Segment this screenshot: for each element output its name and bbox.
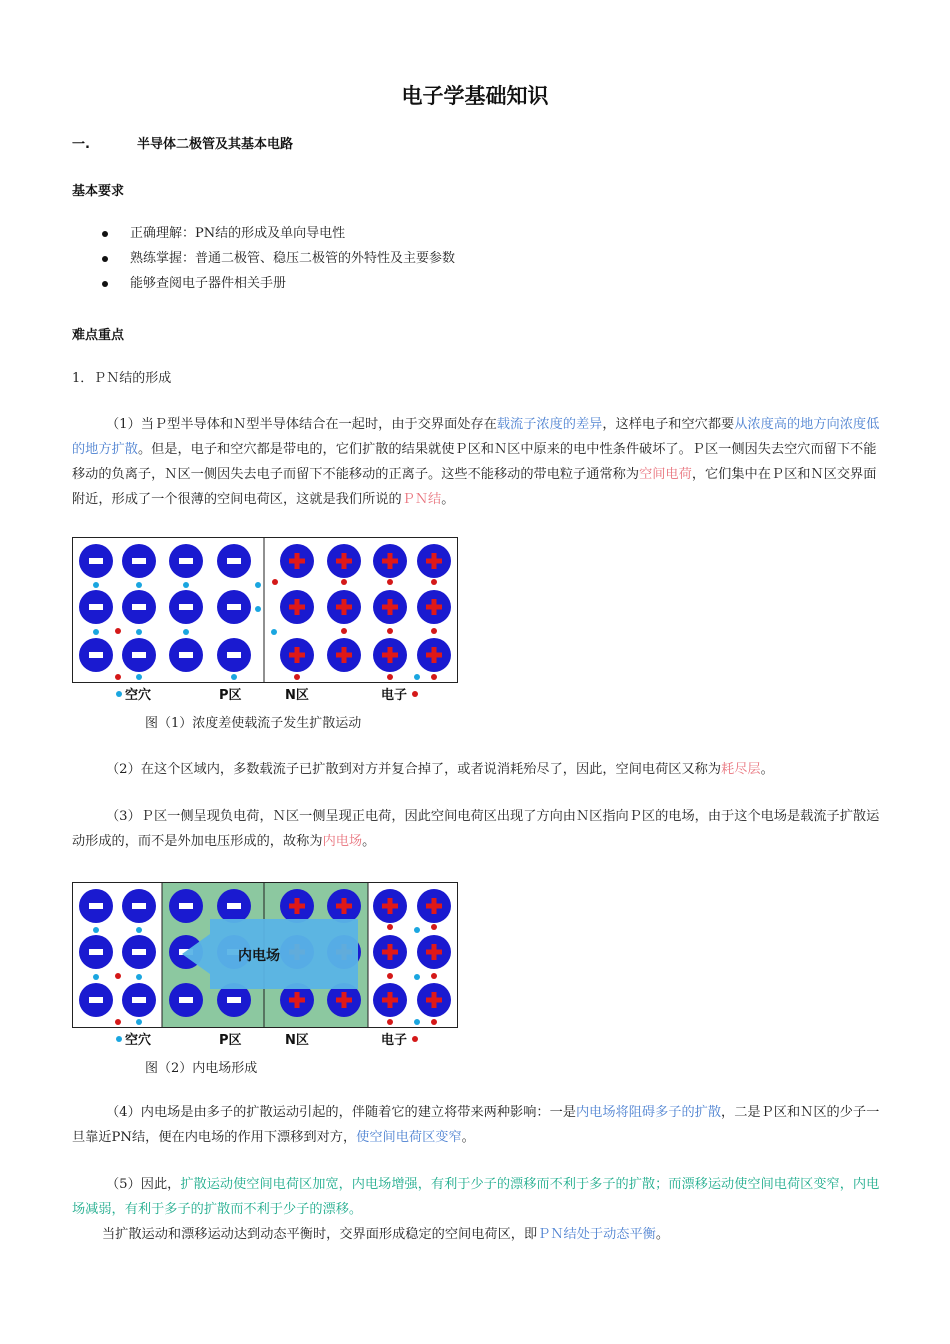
figure-2-caption: 图（2）内电场形成: [145, 1061, 258, 1076]
highlight-text: 扩散运动使空间电荷区加宽，内电场增强，有利于少子的漂移而不利于多子的扩散；而漂移运动使空间电荷区变窄，内电场减弱，有利于多子的扩散而不利于少子的漂移。: [72, 1177, 880, 1217]
hole-label: 空穴: [125, 1033, 152, 1048]
highlight-text: ＰＮ结: [401, 492, 442, 507]
highlight-text: 内电场: [322, 834, 363, 849]
requirement-item: 正确理解：PN结的形成及单向导电性: [130, 226, 346, 241]
electron-legend-icon: [412, 1036, 418, 1042]
highlight-text: 内电场将阻碍多子的扩散: [575, 1105, 722, 1120]
section-number: 一.: [72, 137, 90, 152]
highlight-text: ＰＮ结处于动态平衡: [537, 1227, 656, 1242]
electron-label: 电子: [381, 1033, 408, 1048]
highlight-text: 使空间电荷区变窄: [356, 1130, 462, 1145]
electron-label: 电子: [381, 688, 408, 703]
paragraph-6: 当扩散运动和漂移运动达到动态平衡时，交界面形成稳定的空间电荷区，即ＰＮ结处于动态平衡。: [102, 1227, 670, 1242]
highlight-text: 空间电荷: [639, 467, 692, 482]
section-heading: 半导体二极管及其基本电路: [137, 137, 294, 152]
hole-legend-icon: [116, 1036, 122, 1042]
bullet-icon: [102, 281, 108, 287]
p-region-label: P区: [219, 688, 242, 703]
subsection-title: 1．ＰＮ结的形成: [72, 371, 172, 386]
n-region-label: N区: [285, 688, 309, 703]
paragraph-1: （1）当Ｐ型半导体和Ｎ型半导体结合在一起时，由于交界面处存在载流子浓度的差异，这样电子和空穴都要从浓度高的地方向浓度低的地方扩散。但是，电子和空穴都是带电的，它们扩散的结果就使Ｐ区和Ｎ区中原来的电中性条件破坏了。Ｐ区一侧因失去空穴而留下不能移动的负离子，Ｎ区一侧因失去电子而留下不能移动的正离子。这些不能移动的带电粒子通常称为空间电荷，它们集中在Ｐ区和Ｎ区交界面附近，形成了一个很薄的空间电荷区，这就是我们所说的ＰＮ结。: [72, 417, 880, 507]
figure-2-internal-field-diagram: [72, 882, 459, 1050]
figure-1-caption: 图（1）浓度差使载流子发生扩散运动: [145, 716, 362, 731]
figure-1-diffusion-diagram: [72, 537, 459, 705]
n-region-label: N区: [285, 1033, 309, 1048]
requirement-item: 能够查阅电子器件相关手册: [130, 276, 287, 291]
hole-label: 空穴: [125, 688, 152, 703]
highlight-text: 载流子浓度的差异: [496, 417, 603, 432]
requirement-item: 熟练掌握：普通二极管、稳压二极管的外特性及主要参数: [130, 251, 456, 266]
paragraph-4: （4）内电场是由多子的扩散运动引起的，伴随着它的建立将带来两种影响：一是内电场将阻碍多子的扩散，二是Ｐ区和Ｎ区的少子一旦靠近PN结，便在内电场的作用下漂移到对方，使空间电荷区变窄。: [72, 1105, 880, 1145]
basic-requirements-heading: 基本要求: [72, 184, 125, 199]
bullet-icon: [102, 256, 108, 262]
p-region-label: P区: [219, 1033, 242, 1048]
hole-legend-icon: [116, 691, 122, 697]
bullet-icon: [102, 231, 108, 237]
page-title: 电子学基础知识: [401, 84, 549, 108]
paragraph-3: （3）Ｐ区一侧呈现负电荷，Ｎ区一侧呈现正电荷，因此空间电荷区出现了方向由Ｎ区指向Ｐ区的电场，由于这个电场是载流子扩散运动形成的，而不是外加电压形成的，故称为内电场。: [72, 809, 880, 849]
highlight-text: 耗尽层: [721, 762, 761, 777]
electron-legend-icon: [412, 691, 418, 697]
highlight-text: 从浓度高的地方向浓度低的地方扩散: [72, 417, 880, 457]
key-points-heading: 难点重点: [72, 328, 125, 343]
paragraph-2: （2）在这个区域内，多数载流子已扩散到对方并复合掉了，或者说消耗殆尽了，因此，空间电荷区又称为耗尽层。: [106, 762, 774, 777]
paragraph-5: （5）因此，扩散运动使空间电荷区加宽，内电场增强，有利于少子的漂移而不利于多子的扩散；而漂移运动使空间电荷区变窄，内电场减弱，有利于多子的扩散而不利于少子的漂移。: [72, 1177, 880, 1217]
internal-field-label: 内电场: [238, 948, 280, 964]
